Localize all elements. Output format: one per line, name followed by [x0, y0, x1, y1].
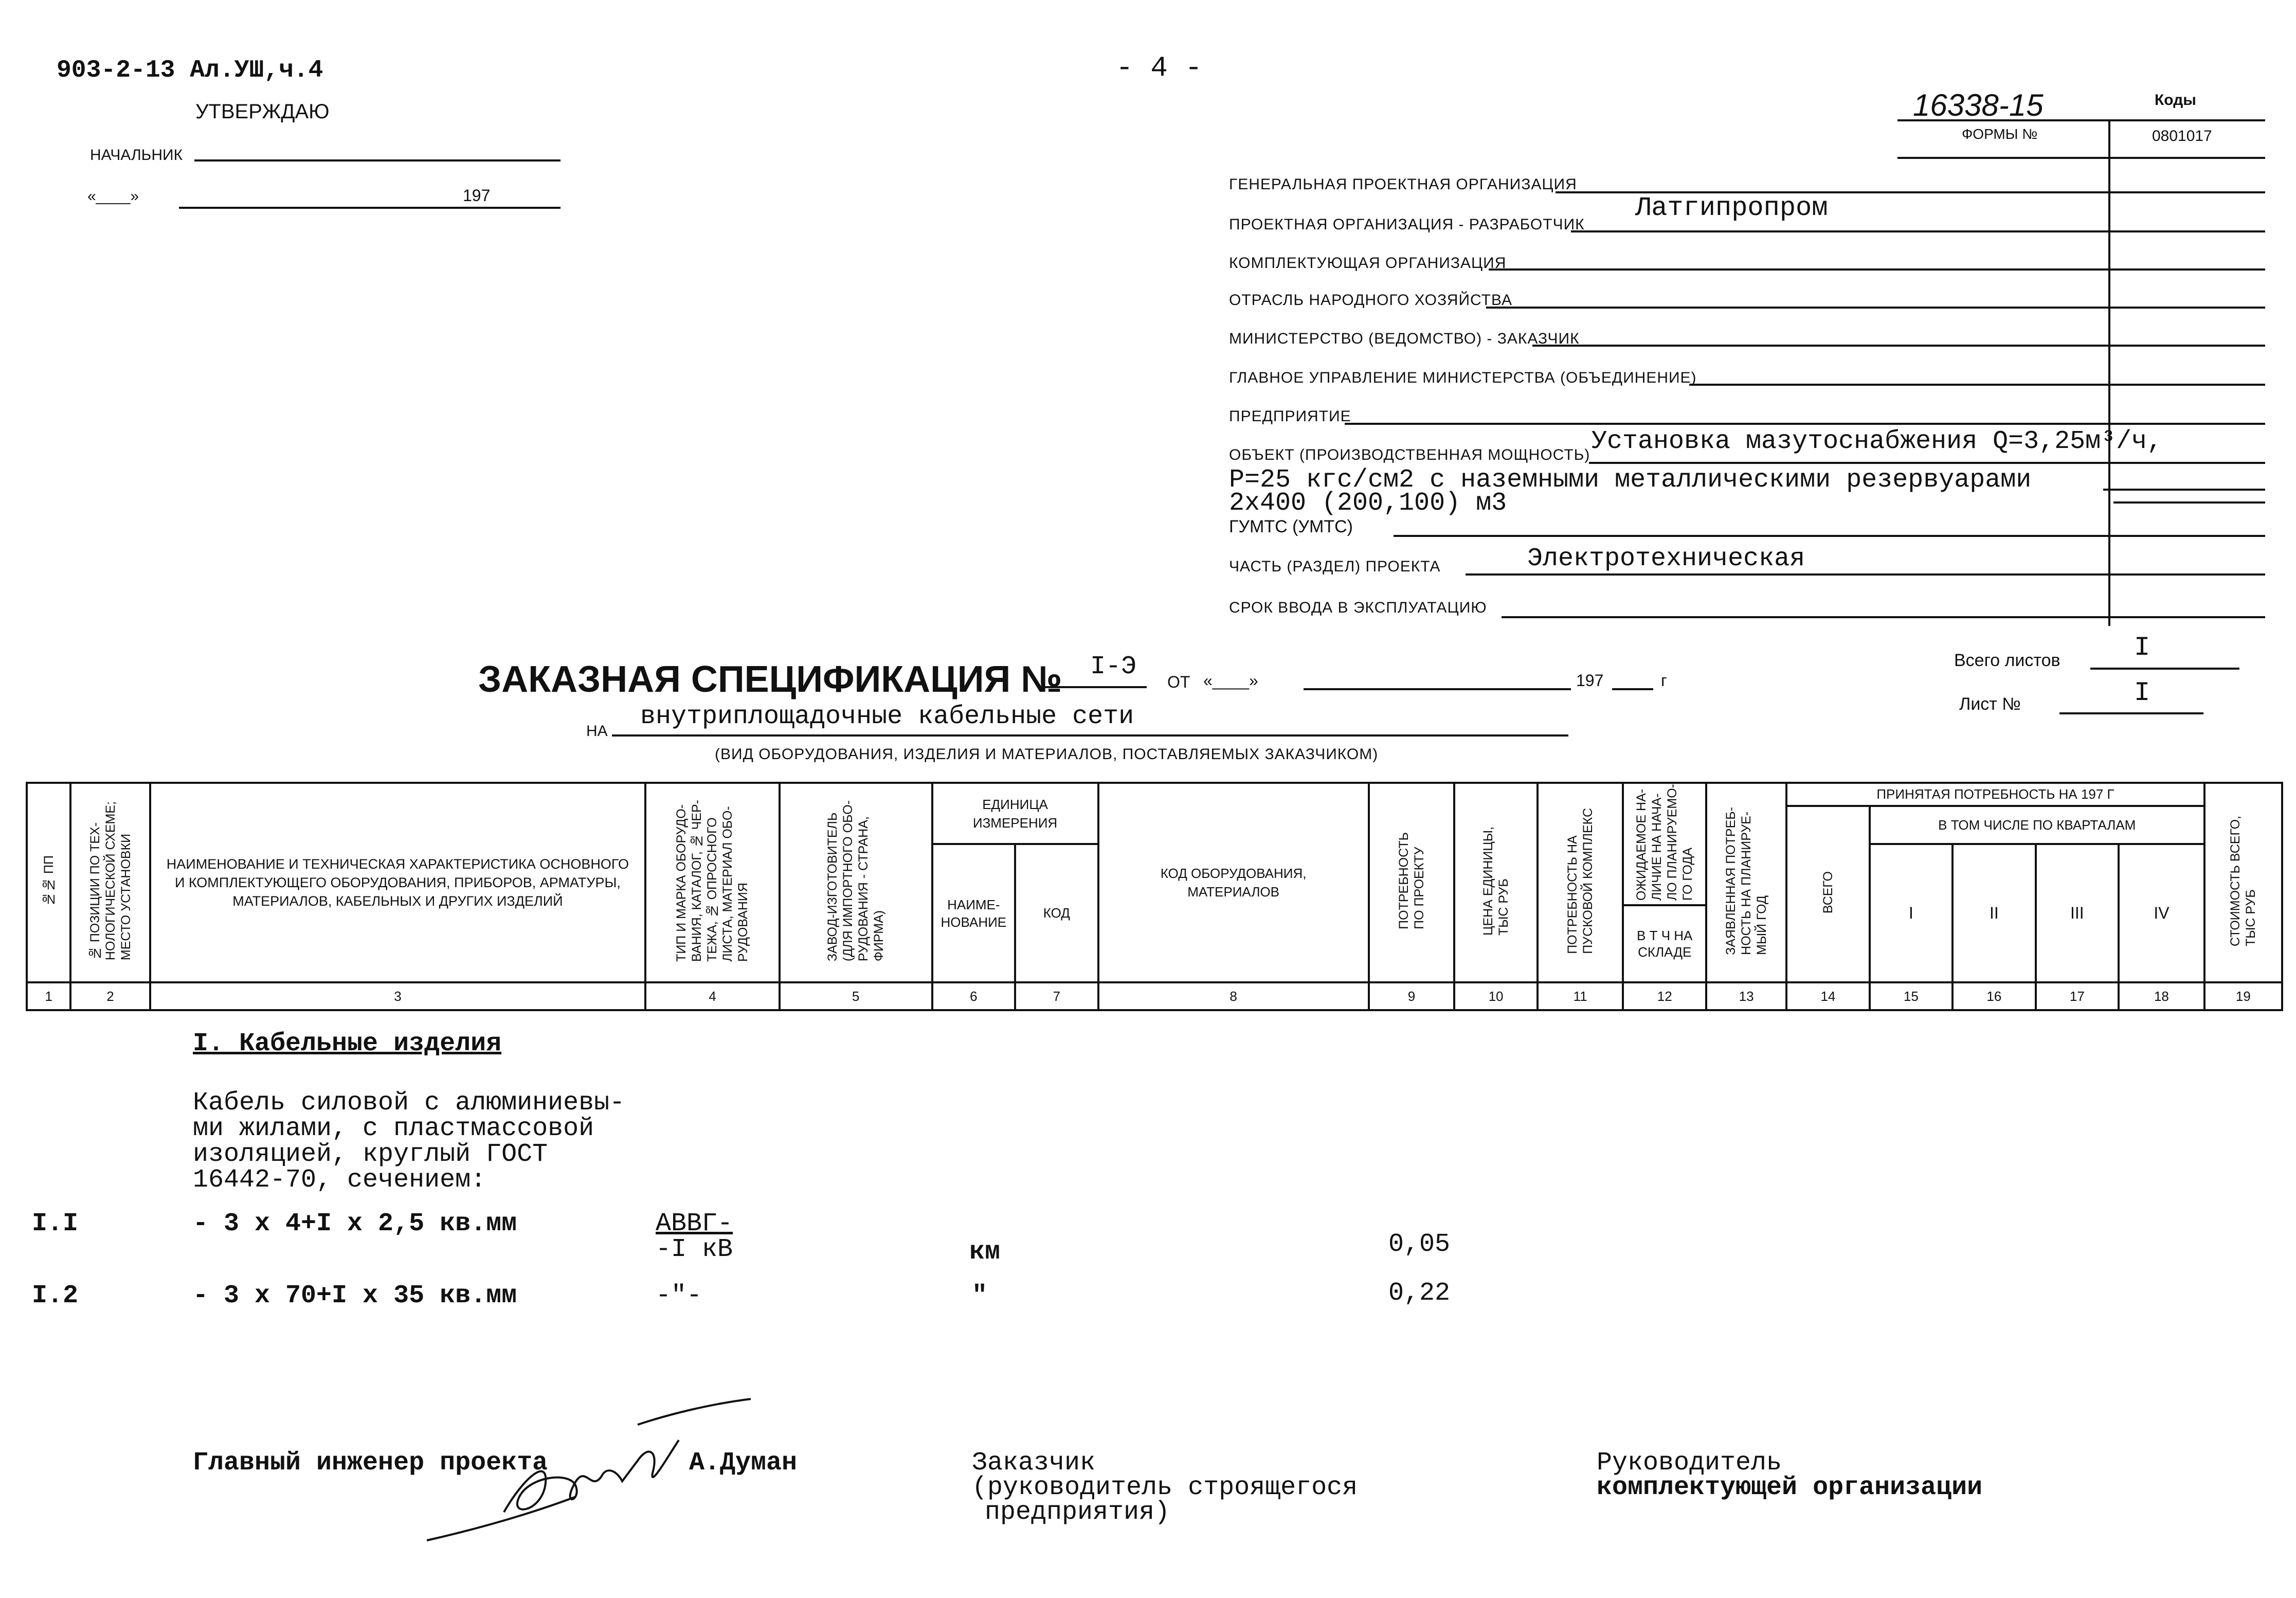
col-header-5: ЗАВОД-ИЗГОТОВИТЕЛЬ (ДЛЯ ИМПОРТНОГО ОБО- РУДОВАНИЯ - СТРАНА, ФИРМА) [780, 783, 932, 982]
section-desc-line1: Кабель силовой с алюминиевы- [193, 1088, 625, 1118]
row-type-1: АВВГ- [656, 1209, 733, 1238]
row-unit: км [969, 1237, 1001, 1267]
org-field-line-enterprise [1345, 423, 2265, 425]
spec-subject-line [612, 734, 1568, 737]
section-desc-line4: 16442-70, сечением: [193, 1165, 486, 1195]
head-label-2: комплектующей организации [1597, 1473, 1983, 1502]
row-name: - 3 х 70+I х 35 кв.мм [193, 1281, 517, 1310]
object-value-line3: 2х400 (200,100) м3 [1229, 489, 1507, 518]
total-sheets-label: Всего листов [1954, 651, 2060, 670]
col-number: 17 [2036, 982, 2119, 1010]
row-number: I.I [32, 1209, 79, 1238]
section-title: I. Кабельные изделия [193, 1029, 502, 1058]
approve-date-line [179, 207, 561, 209]
row-name: - 3 х 4+I х 2,5 кв.мм [193, 1209, 517, 1238]
org-field-line-assembling [1489, 268, 2265, 271]
form-no-label: ФОРМЫ № [1962, 126, 2038, 142]
approve-date-quote: «____» [87, 188, 139, 205]
org-field-line-industry [1486, 307, 2265, 309]
col-header-8: КОД ОБОРУДОВАНИЯ, МАТЕРИАЛОВ [1098, 783, 1369, 982]
sheet-no-line [2059, 712, 2203, 714]
col-header-q1: I [1870, 844, 1952, 982]
col-number: 8 [1098, 982, 1369, 1010]
org-field-label-ministry: МИНИСТЕРСТВО (ВЕДОМСТВО) - ЗАКАЗЧИК [1229, 330, 1580, 347]
spec-subject-caption: (ВИД ОБОРУДОВАНИЯ, ИЗДЕЛИЯ И МАТЕРИАЛОВ, ПОСТАВЛЯЕМЫХ ЗАКАЗЧИКОМ) [715, 746, 1379, 763]
col-number: 4 [645, 982, 779, 1010]
org-field-label-enterprise: ПРЕДПРИЯТИЕ [1229, 408, 1351, 425]
approve-year: 197 [463, 186, 491, 205]
col-number: 6 [932, 982, 1015, 1010]
col-header-6: НАИМЕ-НОВАНИЕ [932, 844, 1015, 982]
sheet-no-value: I [2134, 678, 2150, 708]
page-number: - 4 - [1116, 51, 1203, 84]
col-number: 3 [150, 982, 646, 1010]
chief-label: НАЧАЛЬНИК [90, 147, 183, 164]
document-code: 903-2-13 Ал.УШ,ч.4 [57, 57, 323, 84]
col-header-q4: IV [2119, 844, 2204, 982]
form-code: 0801017 [2152, 128, 2212, 145]
col-header-14: ВСЕГО [1786, 806, 1869, 982]
spec-date-quote: «____» [1203, 671, 1258, 690]
spec-year-line [1612, 688, 1653, 690]
col-header-2: № ПОЗИЦИИ ПО ТЕХ- НОЛОГИЧЕСКОЙ СХЕМЕ; МЕСТО УСТАНОВКИ [70, 783, 150, 982]
col-number: 14 [1786, 982, 1869, 1010]
org-field-line-ministry [1532, 345, 2265, 347]
col-header-11: ПОТРЕБНОСТЬ НА ПУСКОВОЙ КОМПЛЕКС [1538, 783, 1623, 982]
head-label-1: Руководитель [1597, 1448, 1782, 1478]
col-number: 16 [1952, 982, 2035, 1010]
col-header-7: КОД [1015, 844, 1098, 982]
col-number: 13 [1706, 982, 1786, 1010]
customer-label-3: предприятия) [985, 1498, 1170, 1527]
col-header-1: №№ ПП [27, 783, 70, 982]
row-number: I.2 [32, 1281, 79, 1310]
row-type-1: -"- [656, 1281, 702, 1310]
org-field-label-industry: ОТРАСЛЬ НАРОДНОГО ХОЗЯЙСТВА [1229, 292, 1513, 309]
col-header-10: ЦЕНА ЕДИНИЦЫ, ТЫС РУБ [1454, 783, 1537, 982]
col-header-4: ТИП И МАРКА ОБОРУДО- ВАНИЯ, КАТАЛОГ, № ЧЕР- ТЕЖА, № ОПРОСНОГО ЛИСТА, МАТЕРИАЛ ОБО- РУДОВАНИЯ [645, 783, 779, 982]
org-field-value-developer: Латгипропром [1635, 193, 1828, 223]
spec-subject: внутриплощадочные кабельные сети [640, 702, 1134, 731]
object-label: ОБЪЕКТ (ПРОИЗВОДСТВЕННАЯ МОЩНОСТЬ) [1229, 446, 1590, 463]
gumts-label: ГУМТС (УМТС) [1229, 517, 1353, 536]
col-number: 7 [1015, 982, 1098, 1010]
chief-engineer-label: Главный инженер проекта [193, 1448, 548, 1478]
object-line-1 [1589, 462, 2265, 464]
spec-table [26, 782, 2283, 1011]
spec-title: ЗАКАЗНАЯ СПЕЦИФИКАЦИЯ № [478, 659, 1062, 700]
chief-engineer-name: А.Думан [689, 1448, 798, 1478]
col-number: 18 [2119, 982, 2204, 1010]
row-quantity: 0,22 [1388, 1279, 1451, 1308]
org-field-line-developer [1571, 230, 2265, 232]
org-field-label-assembling: КОМПЛЕКТУЮЩАЯ ОРГАНИЗАЦИЯ [1229, 255, 1507, 272]
row-quantity: 0,05 [1388, 1230, 1451, 1259]
codes-header-line [1897, 157, 2265, 159]
col-number: 2 [70, 982, 150, 1010]
org-field-line-main-dept [1689, 384, 2265, 386]
col-header-3: НАИМЕНОВАНИЕ И ТЕХНИЧЕСКАЯ ХАРАКТЕРИСТИКА ОСНОВНОГО И КОМПЛЕКТУЮЩЕГО ОБОРУДОВАНИЯ, ПРИБОРОВ, АРМАТУРЫ, МАТЕРИАЛОВ, КАБЕЛЬНЫХ И ДРУГИХ ИЗДЕЛИЙ [150, 783, 646, 982]
section-desc-line2: ми жилами, с пластмассовой [193, 1114, 594, 1143]
col-number: 9 [1369, 982, 1455, 1010]
deadline-line [1502, 616, 2265, 618]
spec-na-label: НА [586, 723, 608, 740]
section-desc-line3: изоляцией, круглый ГОСТ [193, 1140, 548, 1169]
col-header-12b: В Т Ч НА СКЛАДЕ [1623, 905, 1706, 982]
col-number: 1 [27, 982, 70, 1010]
col-header-13: ЗАЯВЛЕННАЯ ПОТРЕБ- НОСТЬ НА ПЛАНИРУЕ- МЫЙ ГОД [1706, 783, 1786, 982]
codes-label: Коды [2155, 92, 2196, 109]
org-field-label-general: ГЕНЕРАЛЬНАЯ ПРОЕКТНАЯ ОРГАНИЗАЦИЯ [1229, 176, 1577, 193]
spec-date-line [1304, 688, 1571, 690]
spec-year: 197 [1576, 671, 1604, 690]
total-sheets-value: I [2134, 633, 2150, 663]
col-header-q2: II [1952, 844, 2035, 982]
codes-column-divider [2108, 119, 2110, 626]
col-header-accepted: ПРИНЯТАЯ ПОТРЕБНОСТЬ НА 197 Г [1786, 783, 2204, 806]
col-header-q3: III [2036, 844, 2119, 982]
approve-label: УТВЕРЖДАЮ [195, 100, 330, 123]
chief-signature-line [194, 159, 561, 161]
deadline-label: СРОК ВВОДА В ЭКСПЛУАТАЦИЮ [1229, 599, 1487, 616]
col-number: 5 [780, 982, 932, 1010]
project-part-label: ЧАСТЬ (РАЗДЕЛ) ПРОЕКТА [1229, 558, 1441, 575]
row-type-2: -I кВ [656, 1235, 733, 1264]
sheet-no-label: Лист № [1959, 694, 2021, 714]
codes-top-line [1897, 119, 2265, 121]
total-sheets-line [2090, 668, 2239, 670]
col-number: 12 [1623, 982, 1706, 1010]
col-number: 15 [1870, 982, 1952, 1010]
form-number: 16338-15 [1913, 88, 2044, 122]
col-header-12a: ОЖИДАЕМОЕ НА- ЛИЧИЕ НА НАЧА- ЛО ПЛАНИРУЕМО- ГО ГОДА [1623, 783, 1706, 905]
col-number: 10 [1454, 982, 1537, 1010]
spec-g: г [1661, 671, 1667, 690]
col-header-19: СТОИМОСТЬ ВСЕГО, ТЫС РУБ [2204, 783, 2282, 982]
project-part-value: Электротехническая [1527, 544, 1805, 573]
object-value-line1: Установка мазутоснабжения Q=3,25м³/ч, [1592, 427, 2163, 456]
project-part-line [1466, 573, 2265, 576]
col-number: 19 [2204, 982, 2282, 1010]
org-field-label-developer: ПРОЕКТНАЯ ОРГАНИЗАЦИЯ - РАЗРАБОТЧИК [1229, 216, 1585, 233]
col-header-quarters: В ТОМ ЧИСЛЕ ПО КВАРТАЛАМ [1870, 806, 2204, 844]
object-value-line2: Р=25 кгс/см2 с наземными металлическими резервуарами [1229, 465, 2032, 495]
customer-label-2: (руководитель строящегося [972, 1473, 1358, 1502]
row-unit: " [972, 1281, 988, 1310]
spec-from-label: ОТ [1167, 673, 1190, 691]
object-line-2 [2103, 489, 2265, 491]
spec-number-line [1044, 686, 1147, 688]
spec-number: I-Э [1090, 652, 1137, 681]
col-header-9: ПОТРЕБНОСТЬ ПО ПРОЕКТУ [1369, 783, 1455, 982]
col-header-unit: ЕДИНИЦА ИЗМЕРЕНИЯ [932, 783, 1098, 844]
customer-label-1: Заказчик [972, 1448, 1096, 1478]
gumts-line [1394, 535, 2265, 537]
object-line-3 [2113, 501, 2265, 504]
col-number: 11 [1538, 982, 1623, 1010]
org-field-label-main-dept: ГЛАВНОЕ УПРАВЛЕНИЕ МИНИСТЕРСТВА (ОБЪЕДИНЕНИЕ) [1229, 369, 1697, 386]
